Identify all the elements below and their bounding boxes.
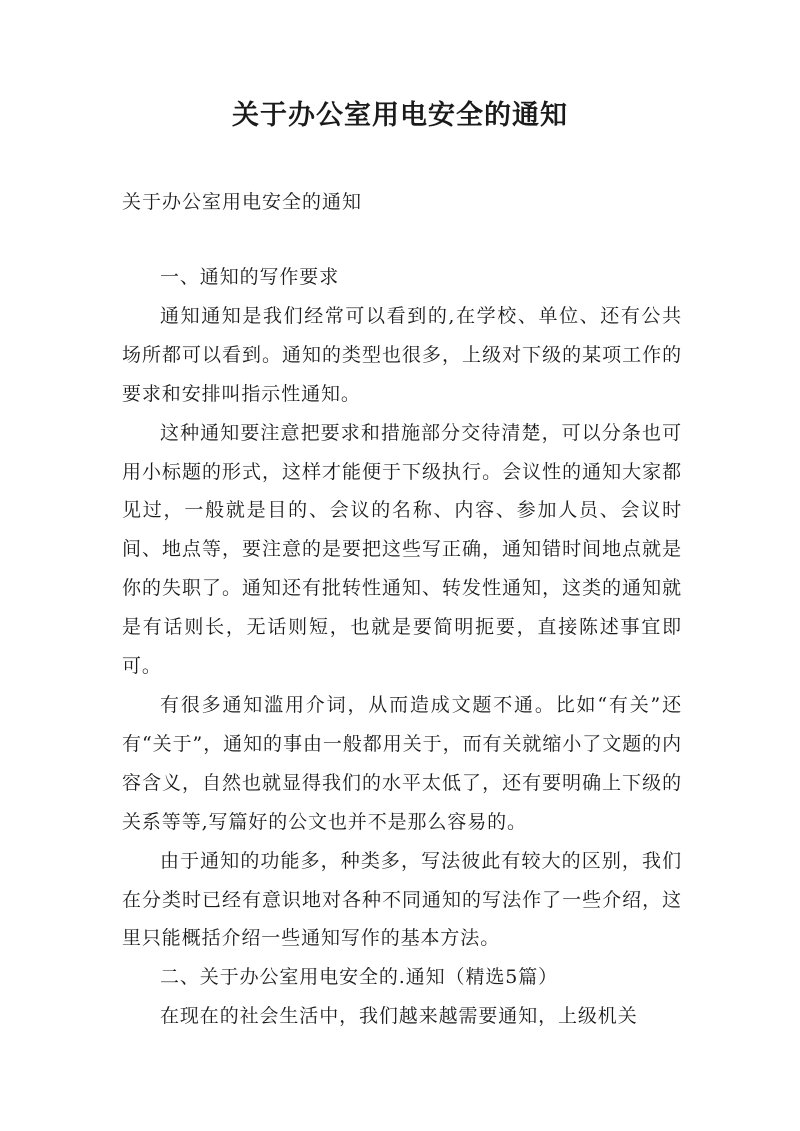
paragraph: 通知通知是我们经常可以看到的,在学校、单位、还有公共场所都可以看到。通知的类型也很多，上级对下级的某项工作的要求和安排叫指示性通知。 [122,304,682,405]
document-title: 关于办公室用电安全的通知 [232,100,568,131]
section-heading-2: 二、关于办公室用电安全的.通知（精选5篇） [160,966,559,989]
paragraph: 这种通知要注意把要求和措施部分交待清楚，可以分条也可用小标题的形式，这样才能便于下级执行。会议性的通知大家都见过，一般就是目的、会议的名称、内容、参加人员、会议时间、地点等，要注意的是要把这些写正确，通知错时间地点就是你的失职了。通知还有批转性通知、转发性通知，这类的通知就是有话则长，无话则短，也就是要简明扼要，直接陈述事宜即可。 [122,421,682,678]
document-subtitle: 关于办公室用电安全的通知 [122,191,363,213]
paragraph: 由于通知的功能多，种类多，写法彼此有较大的区别，我们在分类时已经有意识地对各种不同通知的写法作了一些介绍，这里只能概括介绍一些通知写作的基本方法。 [122,849,682,950]
paragraph: 在现在的社会生活中，我们越来越需要通知，上级机关 [160,1005,638,1028]
document-body [122,258,682,1036]
section-heading-1: 一、通知的写作要求 [160,266,340,288]
paragraph: 有很多通知滥用介词，从而造成文题不通。比如“有关”还有“关于”，通知的事由一般都用关于，而有关就缩小了文题的内容含义，自然也就显得我们的水平太低了，还有要明确上下级的关系等等,写篇好的公文也并不是那么容易的。 [122,693,682,833]
